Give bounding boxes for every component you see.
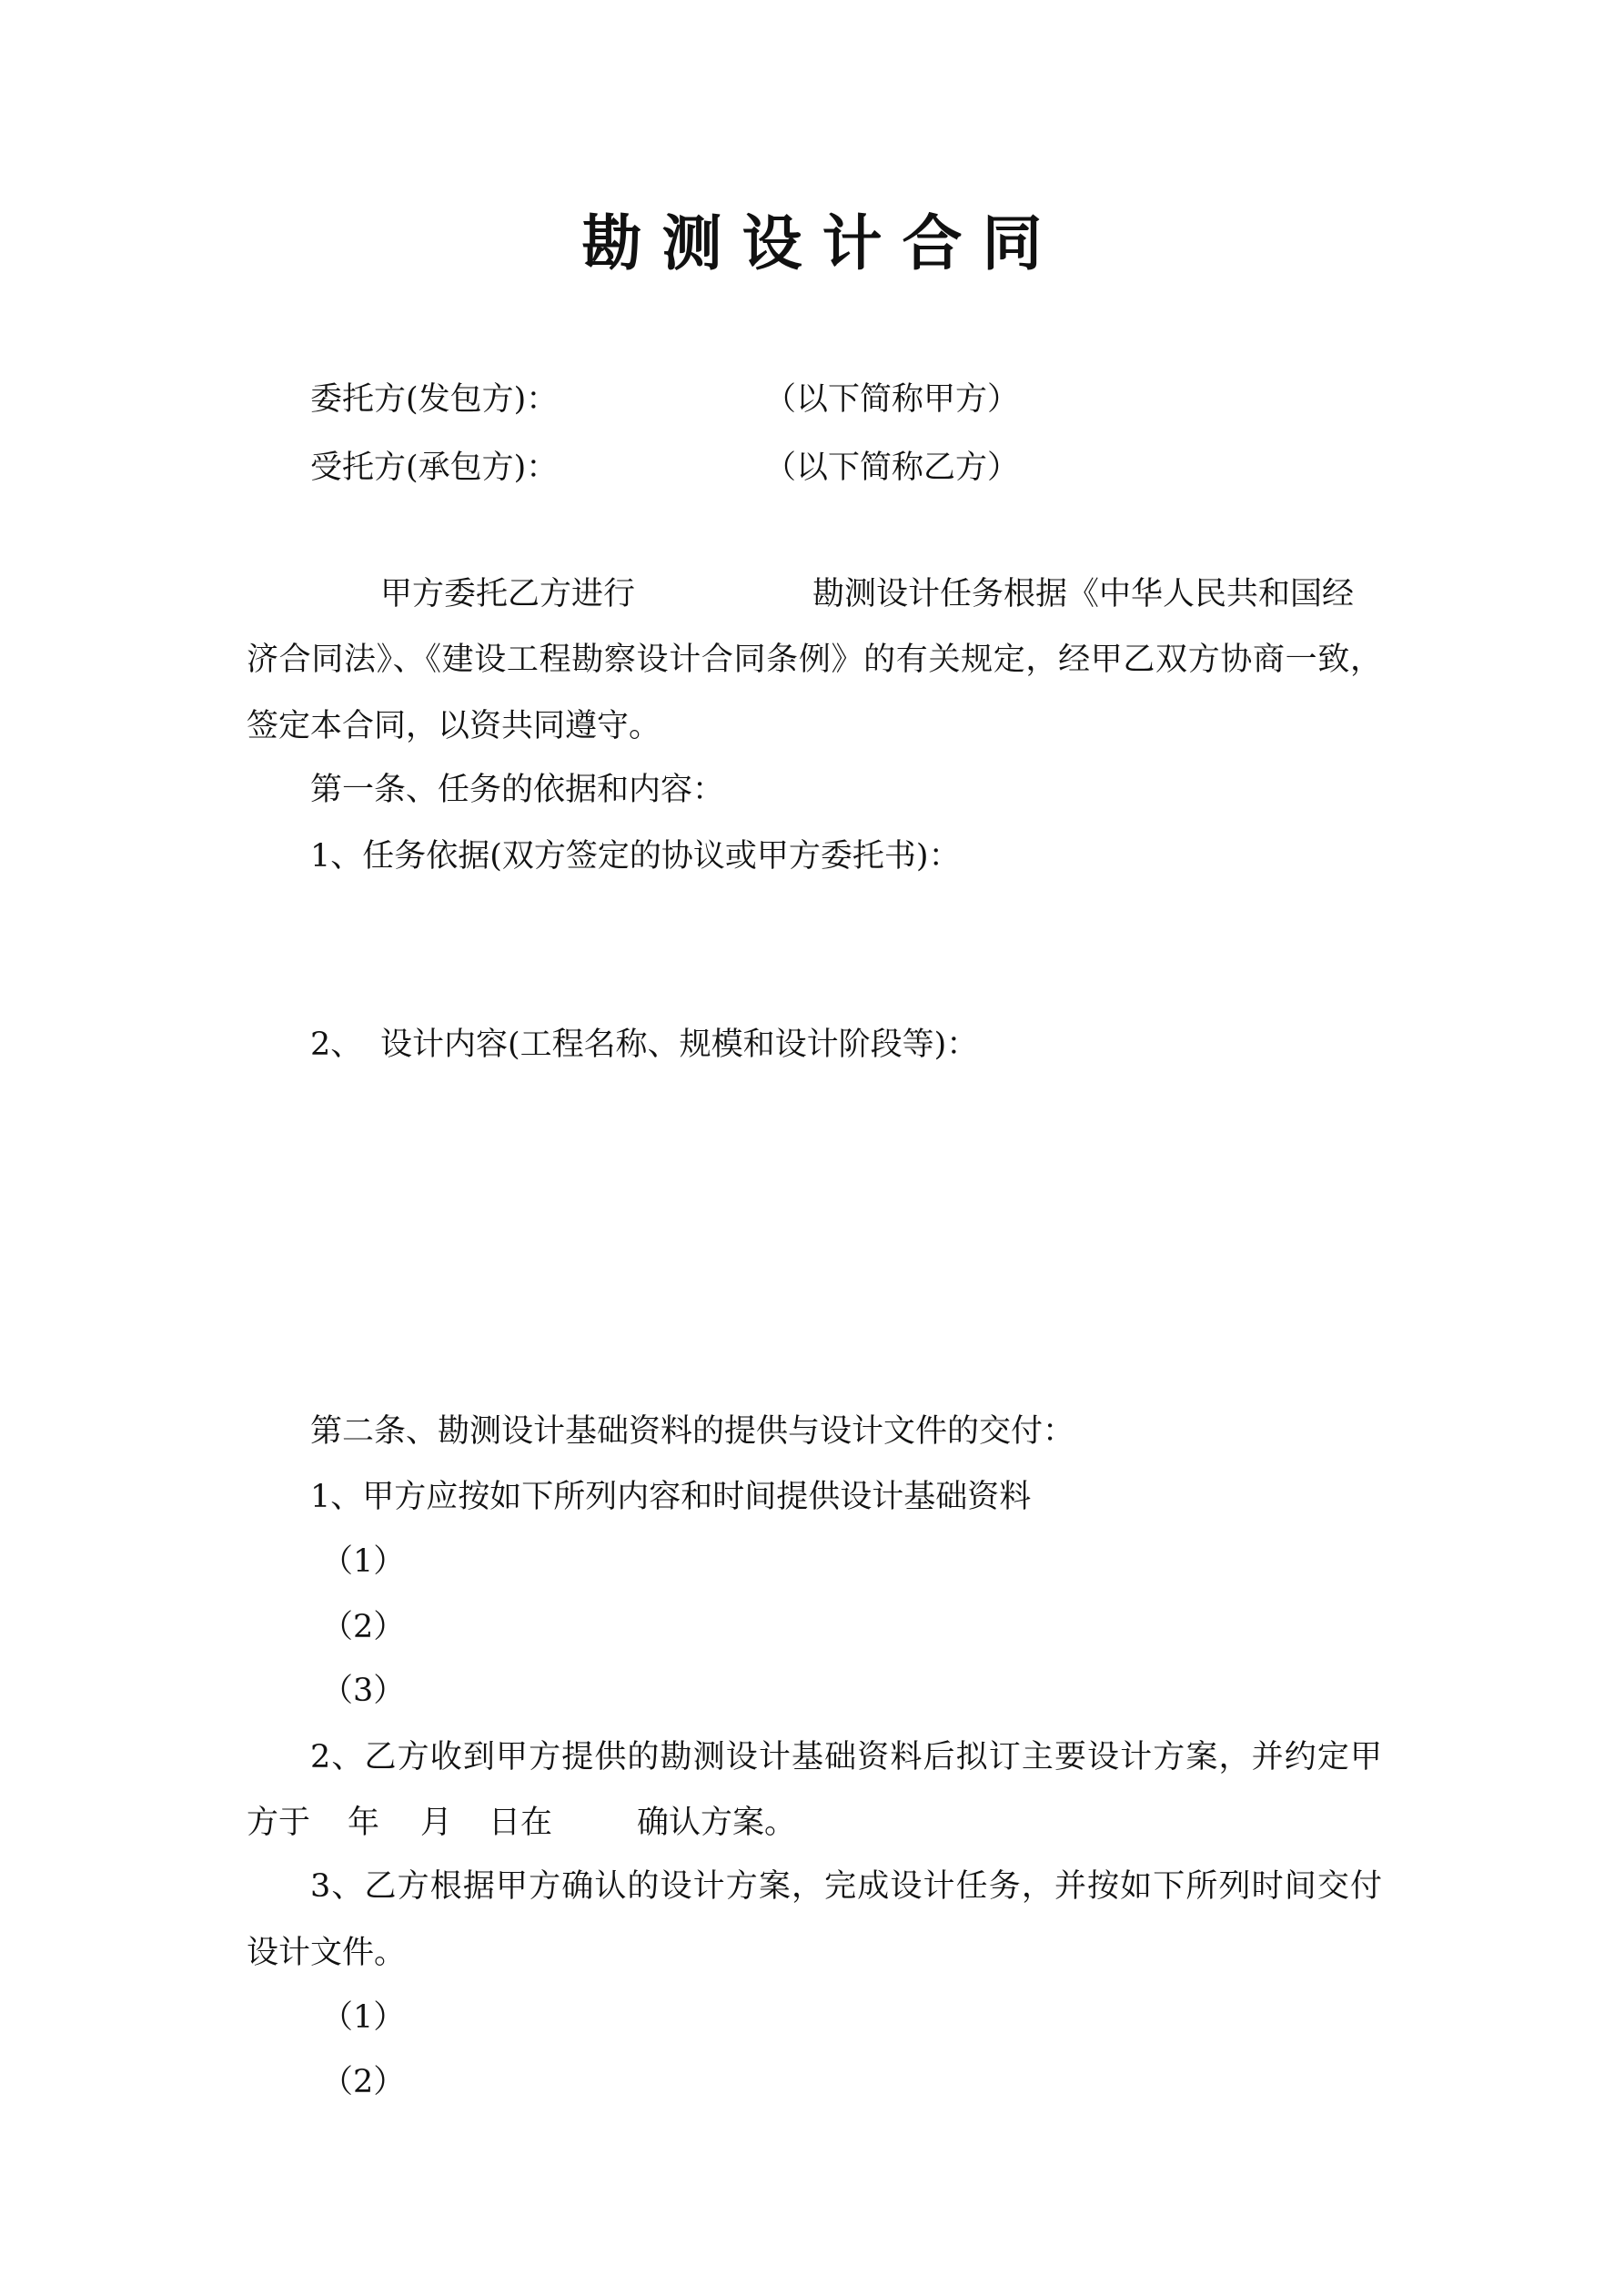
article2-item3-line2: 设计文件。 xyxy=(247,1935,407,1971)
article2-item1: 1、甲方应按如下所列内容和时间提供设计基础资料 xyxy=(310,1479,1032,1515)
article1-item1: 1、任务依据(双方签定的协议或甲方委托书)： xyxy=(310,838,961,875)
article2-item1-sub2: （2） xyxy=(321,1609,406,1645)
article1-heading: 第一条、任务的依据和内容： xyxy=(310,772,725,808)
article2-heading: 第二条、勘测设计基础资料的提供与设计文件的交付： xyxy=(310,1413,1075,1450)
article2-item2-end: 确认方案。 xyxy=(637,1805,797,1841)
contractor-note: （以下简称乙方） xyxy=(764,450,1020,486)
article2-item2-prefix: 方于 xyxy=(247,1805,311,1841)
article2-item2-day: 日在 xyxy=(489,1805,553,1841)
article2-item2-month: 月 xyxy=(420,1805,453,1841)
contractor-label: 受托方(承包方)： xyxy=(310,450,559,486)
article2-item3-sub2: （2） xyxy=(321,2064,406,2100)
intro-line1-part1: 甲方委托乙方进行 xyxy=(380,576,636,612)
article2-item3-line1: 3、乙方根据甲方确认的设计方案，完成设计任务，并按如下所列时间交付 xyxy=(310,1868,1382,1905)
article2-item2-year: 年 xyxy=(348,1805,380,1841)
article2-item3-sub1: （1） xyxy=(321,1999,406,2036)
client-label: 委托方(发包方)： xyxy=(310,381,559,418)
intro-line1-part2: 勘测设计任务根据《中华人民共和国经 xyxy=(812,576,1355,612)
article2-item1-sub1: （1） xyxy=(321,1543,406,1580)
article2-item2-line1: 2、乙方收到甲方提供的勘测设计基础资料后拟订主要设计方案，并约定甲 xyxy=(310,1739,1382,1775)
client-note: （以下简称甲方） xyxy=(764,381,1020,418)
article1-item2-number: 2、 xyxy=(310,1027,363,1063)
article2-item1-sub3: （3） xyxy=(321,1673,406,1709)
intro-line2: 济合同法》、《建设工程勘察设计合同条例》的有关规定，经甲乙双方协商一致， xyxy=(247,642,1382,678)
intro-line3: 签定本合同，以资共同遵守。 xyxy=(247,708,661,744)
document-title: 勘测设计合同 xyxy=(581,208,1063,278)
article1-item2-text: 设计内容(工程名称、规模和设计阶段等)： xyxy=(380,1027,979,1063)
